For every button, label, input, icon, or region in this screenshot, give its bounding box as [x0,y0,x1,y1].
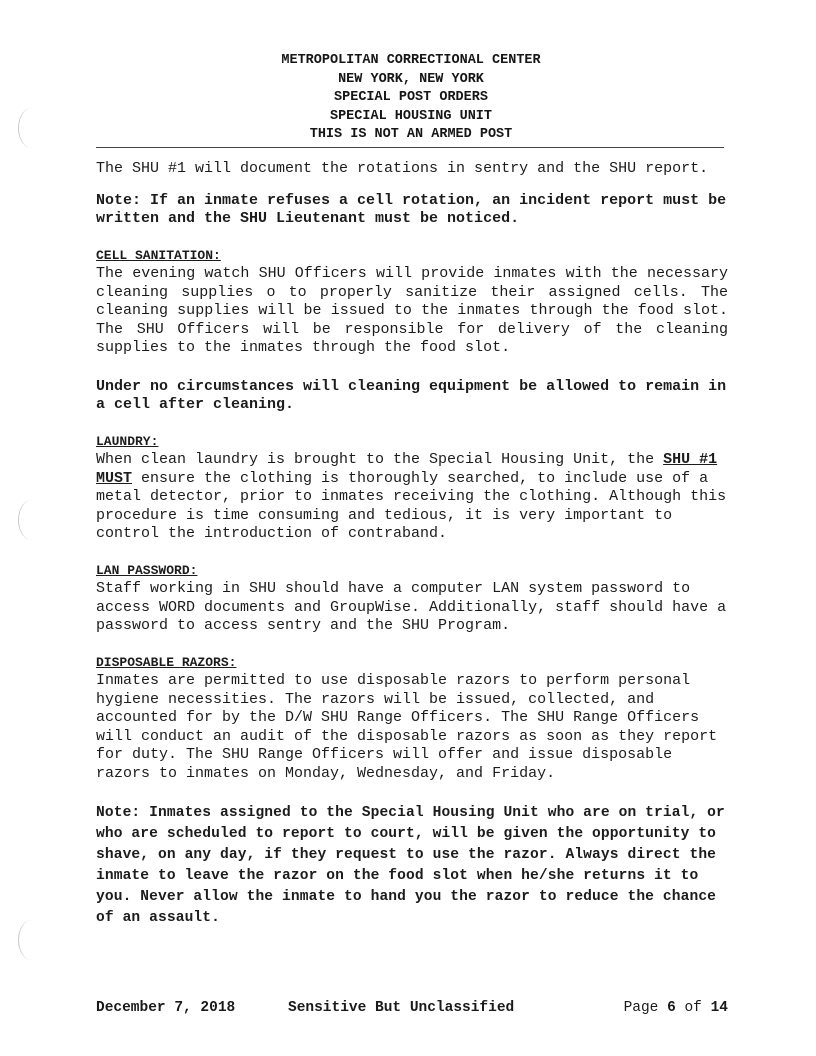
lan-password-text: Staff working in SHU should have a computer LAN system password to access WORD documents and GroupWise. Additionally, staff should have a password to access sentry and the SHU Program. [96,580,727,634]
laundry-emphasis: SHU #1 MUST [96,451,718,487]
punch-hole-mark [18,108,45,148]
page-total: 14 [710,1000,728,1016]
section-heading-cell-sanitation: CELL SANITATION: [96,247,221,263]
page-label: Page [623,1000,659,1016]
disposable-razors-text: Inmates are permitted to use disposable razors to perform personal hygiene necessities. The razors will be issued, collected, and accounted for by the D/W SHU Range Officers. The SHU Range Officers will conduct an audit of the disposable razors as soon as they report for duty. The SHU Range Officers will offer and issue disposable razors to inmates on Monday, Wednesday, and Friday. [96,672,718,782]
punch-hole-mark [18,500,45,540]
page-current: 6 [667,1000,676,1016]
intro-paragraph: The SHU #1 will document the rotations in sentry and the SHU report. [96,160,709,177]
note-refusal: Note: If an inmate refuses a cell rotation, an incident report must be written and the SHU Lieutenant must be noticed. [96,191,727,227]
document-header [96,52,726,145]
header-line: SPECIAL HOUSING UNIT [329,108,493,124]
laundry-text [96,451,728,544]
laundry-text-before: When clean laundry is brought to the Special Housing Unit, the [96,451,664,468]
section-heading-disposable-razors: DISPOSABLE RAZORS: [96,654,237,670]
cell-sanitation-text: The evening watch SHU Officers will provide inmates with the necessary cleaning supplies o to properly sanitize their assigned cells. The cleaning supplies will be issued to the inmates through the food slot. The SHU Officers will be responsible for delivery of the cleaning supplies to the inmates through the food slot. [96,265,728,356]
section-heading-lan-password: LAN PASSWORD: [96,562,198,578]
header-divider [96,147,724,148]
section-heading-laundry: LAUNDRY: [96,433,159,449]
note-razor-trial: Note: Inmates assigned to the Special Housing Unit who are on trial, or who are scheduled to report to court, will be given the opportunity to shave, on any day, if they request to use the razor. Always direct the inmate to leave the razor on the food slot when he/she returns it to you. Never allow the inmate to hand you the razor to reduce the chance of an assault. [96,805,725,926]
document-body [96,160,728,929]
laundry-text-after: ensure the clothing is thoroughly searched, to include use of a metal detector, prior to inmates receiving the clothing. Although this procedure is time consuming and tedious, it is very important to control the introduction of contraband. [96,469,727,542]
cell-sanitation-warning: Under no circumstances will cleaning equipment be allowed to remain in a cell after cleaning. [96,377,727,413]
header-line: NEW YORK, NEW YORK [338,71,484,87]
punch-hole-mark [18,920,45,960]
header-line: THIS IS NOT AN ARMED POST [309,127,513,142]
footer-date: December 7, 2018 [96,1000,236,1016]
footer-page-number [624,1000,728,1016]
footer-classification: Sensitive But Unclassified [288,1000,515,1016]
header-line: METROPOLITAN CORRECTIONAL CENTER [281,53,541,68]
header-line: SPECIAL POST ORDERS [334,90,488,105]
page-of: of [684,1000,702,1016]
